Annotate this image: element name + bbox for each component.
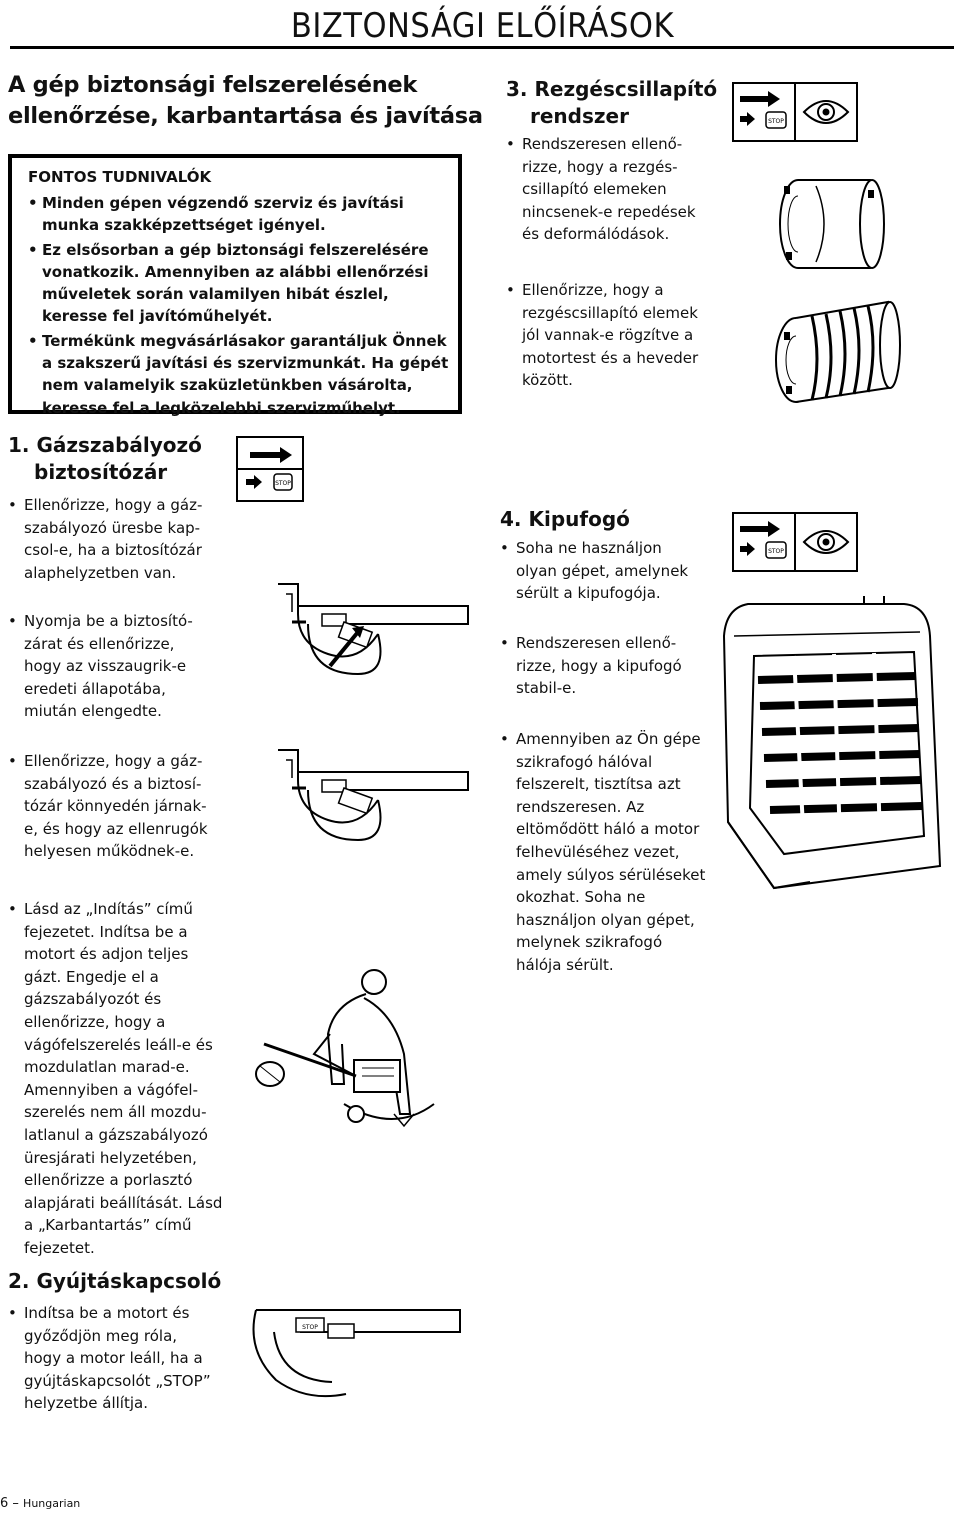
section-3-heading: [506, 76, 717, 130]
main-heading: [8, 70, 483, 132]
text-line: • Nyomja be a biztosító-: [24, 612, 193, 630]
text-line: • Ellenőrizze, hogy a: [522, 281, 664, 299]
text-line: amely súlyos sérüléseket: [516, 865, 706, 884]
section-1-heading: [8, 432, 202, 486]
text-line: fejezetet. Indítsa be a: [24, 922, 188, 941]
section-3-item-1: [506, 133, 696, 246]
text-line: motortest és a heveder: [522, 348, 699, 367]
text-line: rizze, hogy a kipufogó: [516, 656, 682, 675]
text-line: szikrafogó hálóval: [516, 752, 653, 771]
text-line: felhevüléséhez vezet,: [516, 842, 680, 861]
text-line: sérült a kipufogója.: [516, 584, 661, 603]
stop-label: STOP: [768, 548, 784, 555]
section-2-item-1: [8, 1302, 211, 1415]
page-number: 6 –: [0, 1496, 19, 1511]
muffler-illustration: [714, 596, 950, 896]
text-line: csol-e, ha a biztosítózár: [24, 541, 202, 560]
notice-item: • Ez elsősorban a gép biztonsági felszerelésére vonatkozik. Amennyiben az alábbi ellenőrzési műveletek során valamilyen hibát észlel, keresse fel javítóműhelyét.: [28, 239, 456, 328]
text-line: hálója sérült.: [516, 955, 614, 974]
notice-item: • Minden gépen végzendő szerviz és javítási munka szakképzettséget igényel.: [28, 192, 456, 237]
vibration-damper-illustration-1: [776, 166, 896, 276]
section-1-item-3: [8, 750, 208, 863]
text-line: szabályozó üresbe kap-: [24, 518, 201, 537]
text-line: gyújtáskapcsolót „STOP”: [24, 1371, 211, 1390]
section-4-item-3: [500, 728, 705, 977]
page-footer: [0, 1496, 80, 1511]
section-1-heading-line1: 1. Gázszabályozó: [8, 433, 202, 457]
text-line: stabil-e.: [516, 679, 577, 698]
section-4-item-1: [500, 537, 688, 605]
text-line: ellenőrizze, hogy a: [24, 1012, 166, 1031]
ignition-switch-illustration: [236, 1290, 460, 1410]
vibration-damper-illustration-2: [768, 292, 908, 412]
main-heading-line2: ellenőrzése, karbantartása és javítása: [8, 103, 483, 129]
text-line: gázszabályozót és: [24, 990, 162, 1009]
text-line: a „Karbantartás” című: [24, 1216, 192, 1235]
text-line: fejezetet.: [24, 1238, 95, 1257]
section-2-heading: 2. Gyújtáskapcsoló: [8, 1269, 222, 1293]
text-line: és deformálódások.: [522, 225, 670, 244]
stop-label: STOP: [768, 118, 784, 125]
text-line: miután elengedte.: [24, 702, 162, 721]
text-line: hogy a motor leáll, ha a: [24, 1349, 203, 1368]
section-3-item-2: [506, 279, 698, 392]
notice-list: [28, 192, 456, 421]
text-line: • Rendszeresen ellenő-: [522, 135, 683, 153]
text-line: olyan gépet, amelynek: [516, 561, 689, 580]
notice-item: • Termékünk megvásárlásakor garantáljuk Önnek a szakszerű javítási és szervizmunkát. Ha gépét nem valamelyik szaküzletünkben vásárolta, keresse fel a legközelebbi szervizműhelyt.: [28, 330, 456, 419]
text-line: gázt. Engedje el a: [24, 967, 159, 986]
section-1-item-2: [8, 610, 193, 723]
page-title: BIZTONSÁGI ELŐÍRÁSOK: [290, 6, 674, 46]
text-line: csillapító elemeken: [522, 180, 667, 199]
throttle-lock-illustration-1: [268, 574, 468, 694]
text-line: • Amennyiben az Ön gépe: [516, 730, 701, 748]
text-line: e, és hogy az ellenrugók: [24, 819, 208, 838]
footer-language: Hungarian: [23, 1497, 81, 1510]
text-line: • Lásd az „Indítás” című: [24, 900, 193, 918]
text-line: alapjárati beállítását. Lásd: [24, 1193, 223, 1212]
text-line: győződjön meg róla,: [24, 1326, 178, 1345]
text-line: motort és adjon teljes: [24, 945, 189, 964]
text-line: helyesen működnek-e.: [24, 842, 195, 861]
text-line: • Ellenőrizze, hogy a gáz-: [24, 496, 203, 514]
text-line: ellenőrizze a porlasztó: [24, 1171, 193, 1190]
section-1-item-1: [8, 494, 202, 584]
throttle-lock-illustration-2: [268, 740, 468, 860]
operator-trimmer-illustration: [244, 964, 434, 1134]
maintenance-icon-box-4: [732, 512, 858, 572]
text-line: okozhat. Soha ne: [516, 888, 646, 907]
section-4-heading: 4. Kipufogó: [500, 507, 630, 531]
text-line: mozdulatlan marad-e.: [24, 1058, 190, 1077]
maintenance-icon-box-3: [732, 82, 858, 142]
section-3-heading-line2: rendszer: [530, 104, 629, 128]
text-line: • Rendszeresen ellenő-: [516, 634, 677, 652]
text-line: eltömődött háló a motor: [516, 820, 700, 839]
text-line: eredeti állapotába,: [24, 679, 166, 698]
text-line: hogy az visszaugrik-e: [24, 657, 187, 676]
text-line: nincsenek-e repedések: [522, 202, 696, 221]
text-line: melynek szikrafogó: [516, 933, 663, 952]
text-line: rendszeresen. Az: [516, 797, 645, 816]
text-line: szerelés nem áll mozdu-: [24, 1103, 207, 1122]
section-1-item-4: [8, 898, 222, 1260]
text-line: • Ellenőrizze, hogy a gáz-: [24, 752, 203, 770]
text-line: jól vannak-e rögzítve a: [522, 326, 694, 345]
text-line: helyzetbe állítja.: [24, 1394, 148, 1413]
ignition-switch-label: STOP: [302, 1324, 318, 1331]
text-line: üresjárati helyzetében,: [24, 1148, 197, 1167]
important-notice-box: [8, 154, 462, 417]
text-line: • Indítsa be a motort és: [24, 1304, 190, 1322]
text-line: szabályozó és a biztosí-: [24, 774, 202, 793]
main-heading-line1: A gép biztonsági felszerelésének: [8, 72, 418, 98]
text-line: • Soha ne használjon: [516, 539, 662, 557]
text-line: zárat és ellenőrizze,: [24, 634, 175, 653]
text-line: használjon olyan gépet,: [516, 910, 695, 929]
text-line: Amennyiben a vágófel-: [24, 1080, 199, 1099]
inspect-arrow-stop-eye-icon: [734, 84, 856, 140]
text-line: rizze, hogy a rezgés-: [522, 157, 678, 176]
notice-title: FONTOS TUDNIVALÓK: [28, 168, 212, 186]
section-1-heading-line2: biztosítózár: [34, 460, 168, 484]
text-line: között.: [522, 371, 573, 390]
svg-text:STOP: STOP: [275, 480, 291, 487]
text-line: tózár könnyedén járnak-: [24, 797, 207, 816]
text-line: vágófelszerelés leáll-e és: [24, 1035, 213, 1054]
section-4-item-2: [500, 632, 682, 700]
text-line: rezgéscsillapító elemek: [522, 303, 698, 322]
maintenance-arrow-stop-icon: [238, 438, 302, 500]
header-rule: [10, 46, 954, 49]
text-line: latlanul a gázszabályozó: [24, 1125, 208, 1144]
maintenance-icon-box-1: [236, 436, 304, 502]
section-3-heading-line1: 3. Rezgéscsillapító: [506, 77, 718, 101]
text-line: alaphelyzetben van.: [24, 563, 177, 582]
text-line: felszerelt, tisztítsa azt: [516, 775, 681, 794]
inspect-arrow-stop-eye-icon: [734, 514, 856, 570]
